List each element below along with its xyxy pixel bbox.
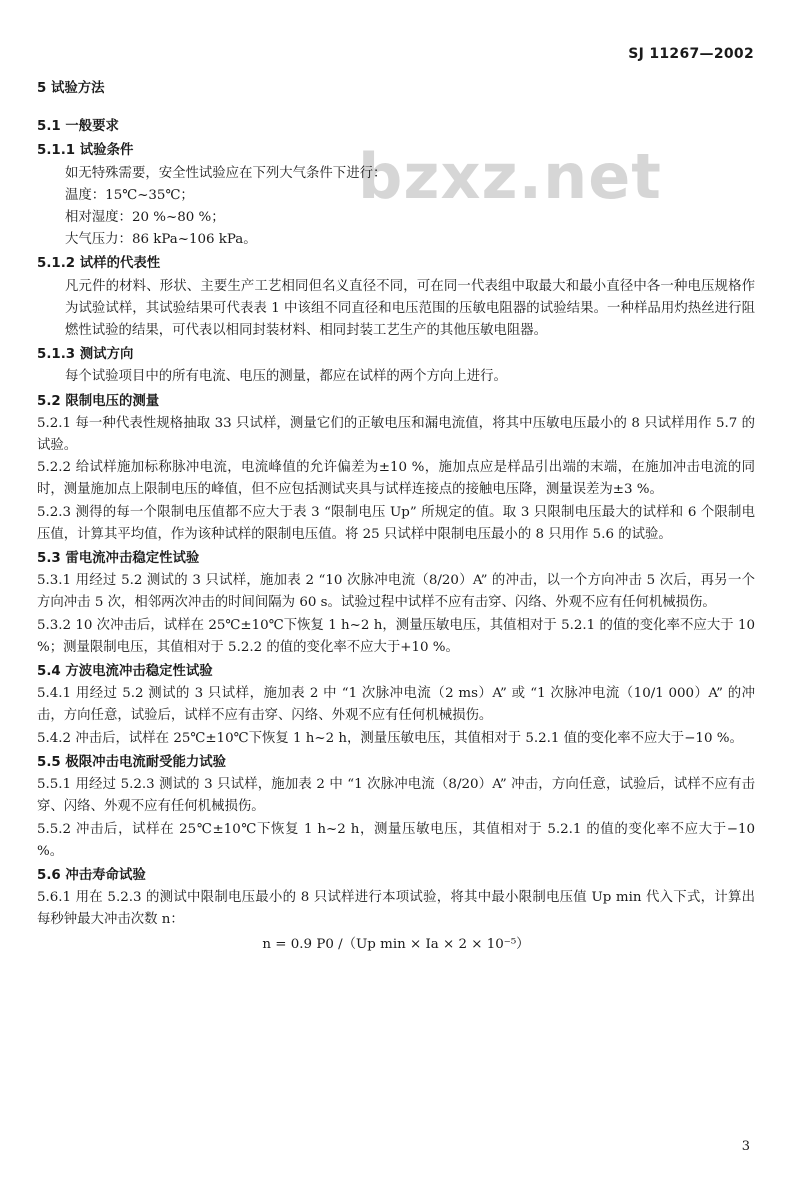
- standard-code: SJ 11267—2002: [628, 46, 754, 62]
- heading-5-1-1: 5.1.1 试验条件: [37, 143, 134, 159]
- paragraph-5-3-1: 5.3.1 用经过 5.2 测试的 3 只试样，施加表 2 “10 次脉冲电流（8/20）A” 的冲击，以一个方向冲击 5 次后，再另一个方向冲击 5 次，相邻两次冲击的时间间隔为 60 s。试验过程中试样不应有击穿、闪络、外观不应有任何机械损伤。: [37, 573, 755, 611]
- heading-5-5: 5.5 极限冲击电流耐受能力试验: [37, 754, 227, 770]
- paragraph-5-6-1: 5.6.1 用在 5.2.3 的测试中限制电压最小的 8 只试样进行本项试验，将其中最小限制电压值 Up min 代入下式，计算出每秒钟最大冲击次数 n：: [37, 890, 755, 928]
- paragraph-5-2-2: 5.2.2 给试样施加标称脉冲电流，电流峰值的允许偏差为±10 %，施加点应是样品引出端的末端，在施加冲击电流的同时，测量施加点上限制电压的峰值，但不应包括测试夹具与试样连接点的接触电压降，测量误差为±3 %。: [37, 460, 755, 498]
- paragraph-5-4-1: 5.4.1 用经过 5.2 测试的 3 只试样，施加表 2 中 “1 次脉冲电流（2 ms）A” 或 “1 次脉冲电流（10/1 000）A” 的冲击，方向任意，试验后，试样不应有击穿、闪络、外观不应有任何机械损伤。: [37, 686, 755, 724]
- heading-5-1: 5.1 一般要求: [37, 119, 119, 135]
- heading-5-1-3: 5.1.3 测试方向: [37, 347, 134, 363]
- paragraph-pressure: 大气压力：86 kPa~106 kPa。: [65, 232, 257, 248]
- paragraph-5-5-2: 5.5.2 冲击后，试样在 25℃±10℃下恢复 1 h~2 h，测量压敏电压，其值相对于 5.2.1 的值的变化率不应大于−10 %。: [37, 821, 755, 859]
- formula-max-impulse-count: n = 0.9 P0 /（Up min × Ia × 2 × 10⁻⁵）: [262, 936, 530, 952]
- heading-5-6: 5.6 冲击寿命试验: [37, 867, 146, 883]
- heading-5-4: 5.4 方波电流冲击稳定性试验: [37, 664, 213, 680]
- paragraph-5-3-2: 5.3.2 10 次冲击后，试样在 25℃±10℃下恢复 1 h~2 h，测量压敏电压，其值相对于 5.2.1 的值的变化率不应大于 10 %；测量限制电压，其值相对于 5.2.2 的值的变化率不应大于+10 %。: [37, 617, 755, 655]
- paragraph-test-direction: 每个试验项目中的所有电流、电压的测量，都应在试样的两个方向上进行。: [65, 369, 507, 385]
- paragraph-conditions-intro: 如无特殊需要，安全性试验应在下列大气条件下进行：: [65, 165, 387, 181]
- paragraph-5-2-1: 5.2.1 每一种代表性规格抽取 33 只试样，测量它们的正敏电压和漏电流值，将其中压敏电压最小的 8 只试样用作 5.7 的试验。: [37, 415, 755, 454]
- page-number: 3: [741, 1139, 750, 1154]
- heading-section-5: 5 试验方法: [37, 81, 105, 96]
- paragraph-humidity: 相对湿度：20 %~80 %；: [65, 210, 225, 226]
- body-content: [37, 78, 755, 956]
- heading-5-1-2: 5.1.2 试样的代表性: [37, 256, 161, 272]
- heading-5-2: 5.2 限制电压的测量: [37, 393, 160, 409]
- watermark: bzxz.net: [358, 140, 662, 213]
- paragraph-5-2-3: 5.2.3 测得的每一个限制电压值都不应大于表 3 “限制电压 Up” 所规定的值。取 3 只限制电压最大的试样和 6 个限制电压值，计算其平均值，作为该种试样的限制电压值。将 25 只试样中限制电压最小的 8 只用作 5.6 的试验。: [37, 504, 755, 542]
- paragraph-5-4-2: 5.4.2 冲击后，试样在 25℃±10℃下恢复 1 h~2 h，测量压敏电压，其值相对于 5.2.1 值的变化率不应大于−10 %。: [37, 730, 743, 746]
- heading-5-3: 5.3 雷电流冲击稳定性试验: [37, 551, 200, 567]
- paragraph-5-5-1: 5.5.1 用经过 5.2.3 测试的 3 只试样，施加表 2 中 “1 次脉冲电流（8/20）A” 冲击，方向任意，试验后，试样不应有击穿、闪络、外观不应有任何机械损伤。: [37, 777, 755, 815]
- paragraph-sample-representativeness: 凡元件的材料、形状、主要生产工艺相同但名义直径不同，可在同一代表组中取最大和最小直径中各一种电压规格作为试验试样，其试验结果可代表表 1 中该组不同直径和电压范围的压敏电阻器的试验结果。一种样品用灼热丝进行阻燃性试验的结果，可代表以相同封装材料、相同封装工艺生产的其他压敏电阻器。: [65, 278, 755, 339]
- paragraph-temperature: 温度：15℃~35℃；: [65, 187, 194, 203]
